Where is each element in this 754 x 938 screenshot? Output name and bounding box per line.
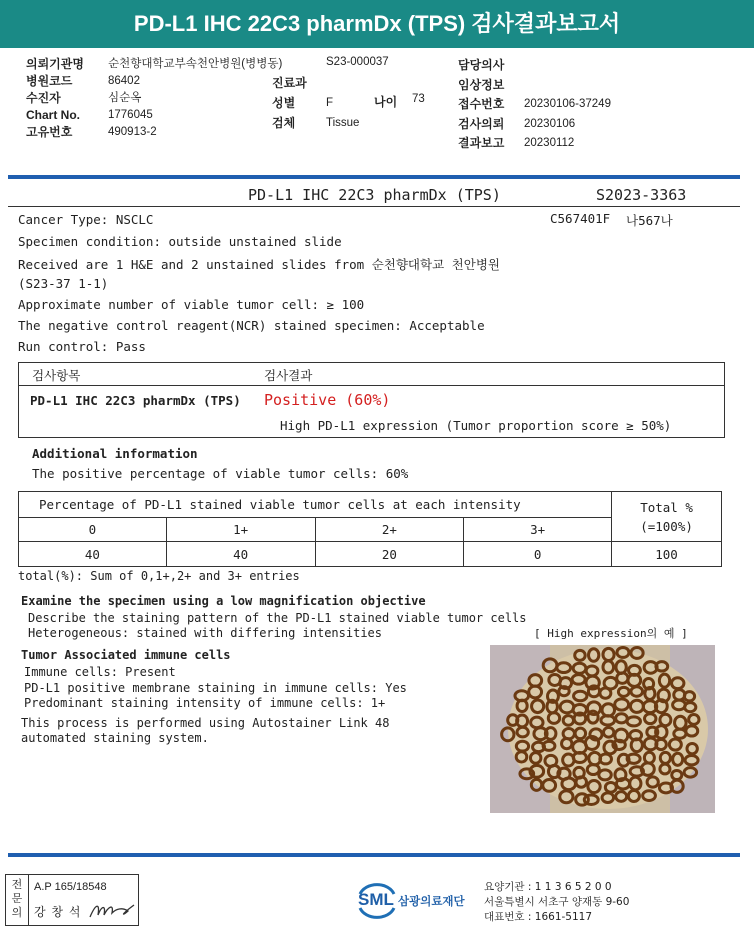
signature-box-divider — [28, 875, 29, 925]
label-doctor: 담당의사 — [458, 58, 505, 72]
value-sex: F — [326, 97, 334, 109]
val-0: 40 — [19, 542, 167, 567]
run-control: Run control: Pass — [18, 339, 146, 354]
additional-heading: Additional information — [32, 446, 198, 461]
label-age: 나이 — [374, 95, 398, 109]
signature-icon — [88, 899, 136, 921]
label-sex: 성별 — [272, 96, 296, 110]
report-no: S2023-3363 — [596, 186, 687, 204]
val-3plus: 0 — [464, 542, 612, 567]
value-clinical-info — [524, 76, 611, 96]
header-col1-labels — [26, 56, 84, 141]
col-2plus: 2+ — [315, 518, 464, 542]
total-header: Total % — [640, 499, 693, 515]
intensity-header: Percentage of PD-L1 stained viable tumor cells at each intensity — [19, 492, 612, 518]
table-footnote: total(%): Sum of 0,1+,2+ and 3+ entries — [18, 569, 300, 583]
label-chart-no: Chart No. — [26, 108, 80, 122]
header-col2-labels — [272, 73, 307, 133]
sml-logo — [356, 880, 465, 924]
viable-cells: Approximate number of viable tumor cell: ≥ 100 — [18, 297, 365, 312]
micrograph-svg — [490, 645, 715, 813]
value-chart-no: 1776045 — [108, 109, 153, 121]
total-header2: (=100%) — [640, 518, 693, 534]
val-2plus: 20 — [315, 542, 464, 567]
value-department — [326, 73, 359, 93]
value-receipt-no: 20230106-37249 — [524, 98, 611, 110]
result-note: High PD-L1 expression (Tumor proportion score ≥ 50%) — [280, 418, 672, 433]
header-col1-values — [108, 56, 282, 141]
block-id2: 나567나 — [626, 213, 673, 228]
label-receipt-no: 접수번호 — [458, 97, 505, 111]
header-col3-values — [524, 56, 611, 154]
inst-code: 요양기관 : 1 1 3 6 5 2 0 0 — [484, 881, 612, 893]
value-unique-no: 490913-2 — [108, 126, 157, 138]
value-patient: 심순옥 — [108, 92, 142, 104]
process-line2: automated staining system. — [21, 731, 209, 745]
total-header-cell — [612, 492, 722, 542]
value-specimen: Tissue — [326, 117, 360, 129]
val-1plus: 40 — [166, 542, 315, 567]
value-doctor — [524, 56, 611, 76]
immune-heading: Tumor Associated immune cells — [21, 648, 231, 662]
micrograph-image — [490, 645, 715, 813]
case-no: S23-000037 — [326, 56, 389, 68]
value-institution: 순천향대학교부속천안병원(병병동) — [108, 58, 283, 70]
test-title: PD-L1 IHC 22C3 pharmDx (TPS) — [248, 186, 501, 204]
bottom-divider — [8, 853, 740, 857]
value-report-date: 20230112 — [524, 137, 575, 149]
value-request-date: 20230106 — [524, 117, 576, 130]
top-divider — [8, 175, 740, 179]
header-col2-values — [326, 73, 359, 133]
sign-label: 전문의 — [11, 879, 23, 919]
label-clinical-info: 임상정보 — [458, 77, 505, 92]
label-specimen: 검체 — [272, 116, 296, 130]
brand-name: SML — [358, 890, 394, 909]
col-item-header: 검사항목 — [32, 368, 81, 383]
block-id: C567401F — [550, 211, 611, 226]
result-item: PD-L1 IHC 22C3 pharmDx (TPS) — [30, 393, 241, 408]
process-line1: This process is performed using Autostainer Link 48 — [21, 716, 390, 730]
examine-heading: Examine the specimen using a low magnification objective — [21, 594, 426, 608]
doctor-name: 강 창 석 — [34, 905, 82, 919]
received-line: Received are 1 H&E and 2 unstained slides from 순천향대학교 천안병원 — [18, 257, 500, 272]
image-caption: [ High expression의 예 ] — [534, 627, 688, 640]
value-age: 73 — [412, 93, 425, 105]
label-hospital-code: 병원코드 — [26, 74, 73, 88]
cancer-type: Cancer Type: NSCLC — [18, 212, 154, 227]
ap-no: A.P 165/18548 — [34, 881, 107, 893]
label-report-date: 결과보고 — [458, 136, 505, 150]
value-hospital-code: 86402 — [108, 75, 140, 87]
col-1plus: 1+ — [166, 518, 315, 542]
signature-box — [5, 874, 139, 926]
specimen-condition: Specimen condition: outside unstained slide — [18, 234, 342, 249]
val-total: 100 — [612, 542, 722, 567]
title-underline — [8, 206, 740, 207]
phone: 대표번호 : 1661-5117 — [484, 911, 593, 923]
examine-line2: Heterogeneous: stained with differing intensities — [28, 626, 383, 640]
col-3plus: 3+ — [464, 518, 612, 542]
label-department: 진료과 — [272, 76, 307, 90]
address: 서울특별시 서초구 양재동 9-60 — [484, 896, 630, 908]
col-0: 0 — [19, 518, 167, 542]
immune-line1: Immune cells: Present — [24, 665, 176, 679]
institution-info — [484, 880, 629, 925]
ncr-line: The negative control reagent(NCR) stained specimen: Acceptable — [18, 318, 485, 333]
report-title: PD-L1 IHC 22C3 pharmDx (TPS) 검사결과보고서 — [0, 0, 754, 48]
col-result-header: 검사결과 — [264, 368, 313, 383]
examine-line1: Describe the staining pattern of the PD-L1 stained viable tumor cells — [28, 611, 527, 625]
additional-text: The positive percentage of viable tumor cells: 60% — [32, 466, 409, 481]
result-box-divider — [19, 385, 724, 386]
intensity-table — [18, 491, 722, 567]
immune-line2: PD-L1 positive membrane staining in immune cells: Yes — [24, 681, 407, 695]
result-value: Positive (60%) — [264, 391, 391, 409]
header-col3-labels — [458, 56, 504, 154]
brand-kr: 삼광의료재단 — [398, 896, 465, 908]
label-patient: 수진자 — [26, 91, 61, 105]
immune-line3: Predominant staining intensity of immune cells: 1+ — [24, 696, 386, 710]
label-unique-no: 고유번호 — [26, 125, 73, 139]
received-line2: (S23-37 1-1) — [18, 276, 109, 291]
label-request-date: 검사의뢰 — [458, 116, 505, 131]
label-institution: 의뢰기관명 — [26, 57, 84, 71]
